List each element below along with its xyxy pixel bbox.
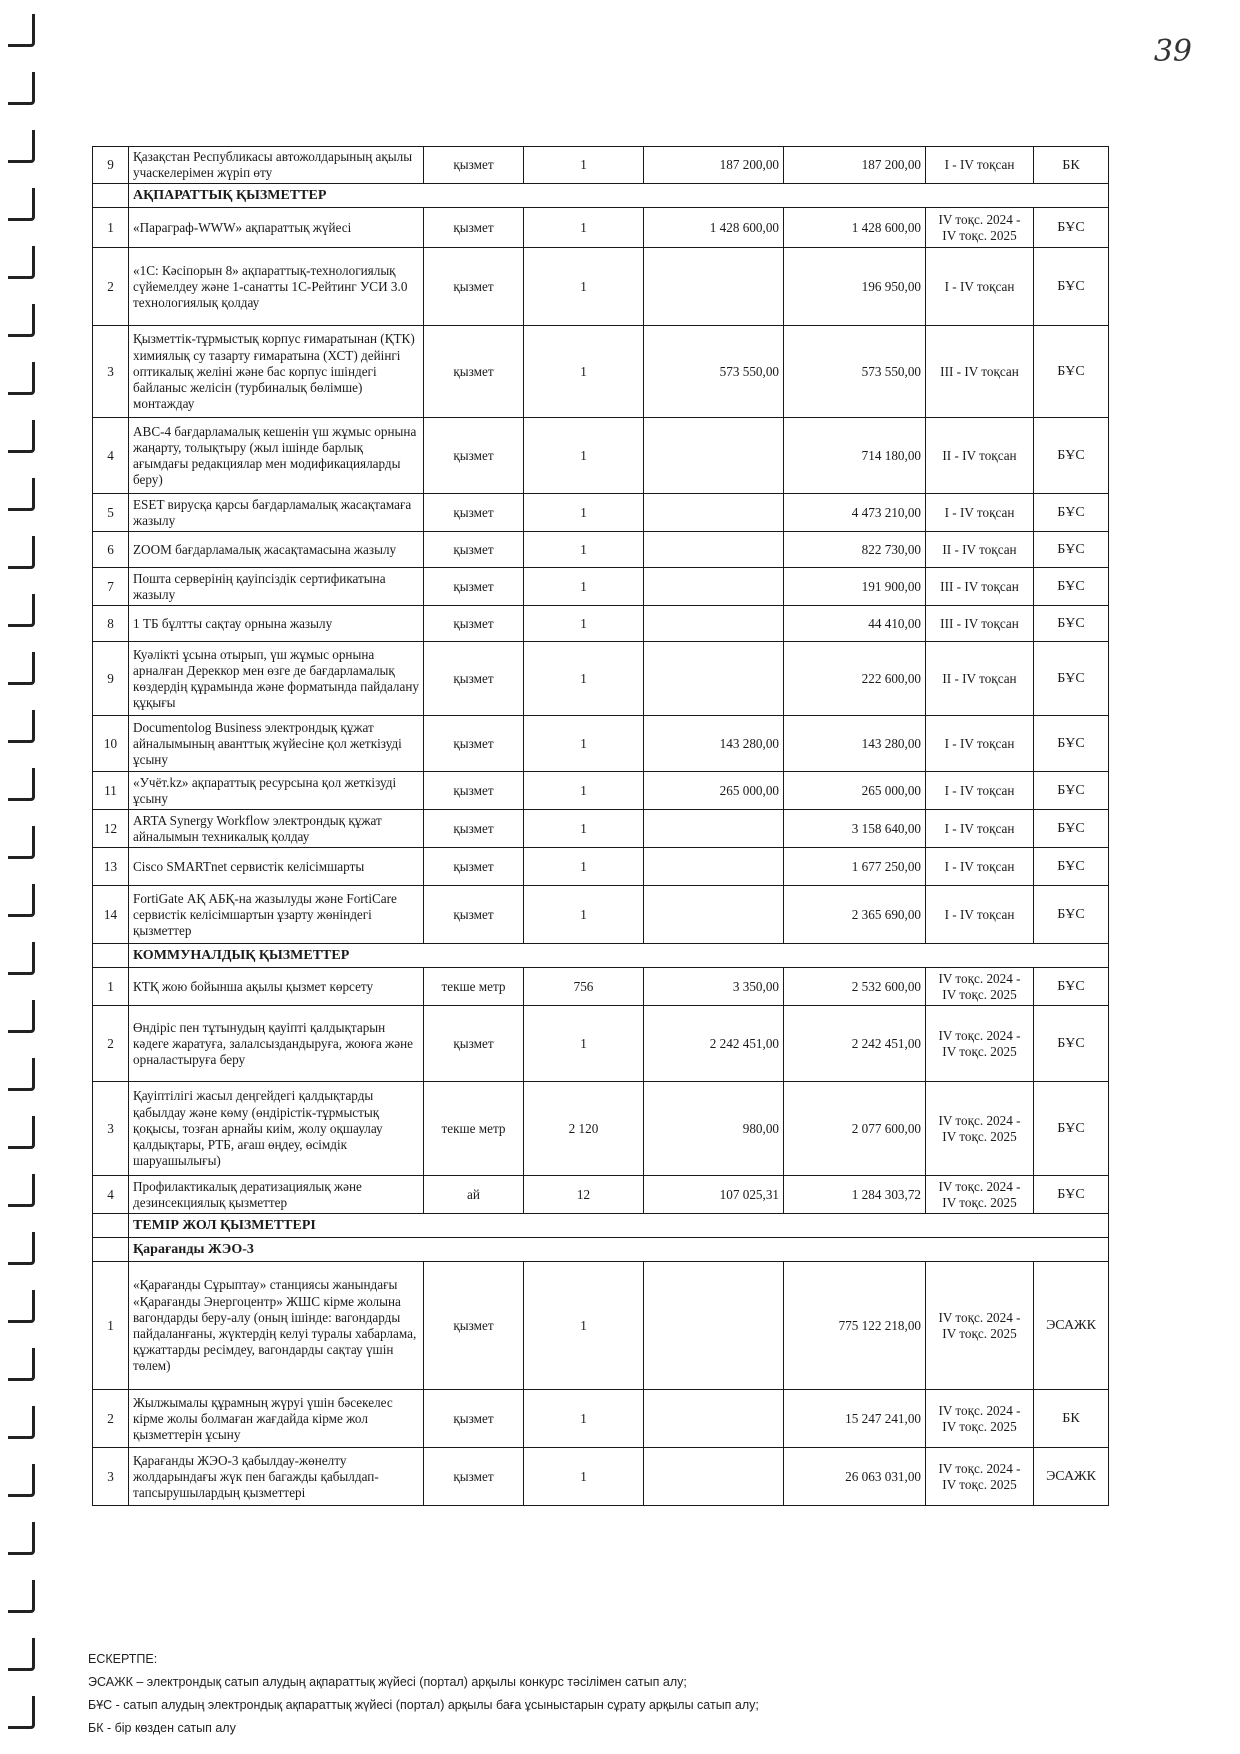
table-row xyxy=(93,1262,1109,1390)
binding-hook-icon xyxy=(8,768,35,801)
page-number: 39 xyxy=(1153,34,1192,69)
period-cell: I - IV тоқсан xyxy=(926,886,1034,944)
binding-hook-icon xyxy=(8,1696,35,1729)
binding-hook-icon xyxy=(8,1058,35,1091)
row-number-cell: 9 xyxy=(93,642,129,716)
quantity-cell: 1 xyxy=(524,1006,644,1082)
table-row xyxy=(93,1390,1109,1448)
service-name-cell: Профилактикалық дератизациялық және дезинсекциялық қызметтер xyxy=(129,1176,424,1214)
table-row xyxy=(93,1176,1109,1214)
unit-cell: қызмет xyxy=(424,494,524,532)
quantity-cell: 756 xyxy=(524,968,644,1006)
binding-hook-icon xyxy=(8,304,35,337)
subsection-title: Қарағанды ЖЭО-3 xyxy=(129,1238,1109,1262)
total-sum-cell: 26 063 031,00 xyxy=(784,1448,926,1506)
quantity-cell: 1 xyxy=(524,606,644,642)
unit-price-cell: 107 025,31 xyxy=(644,1176,784,1214)
unit-price-cell: 2 242 451,00 xyxy=(644,1006,784,1082)
unit-price-cell xyxy=(644,1390,784,1448)
unit-price-cell xyxy=(644,848,784,886)
procurement-method-cell: БҰС xyxy=(1034,968,1109,1006)
procurement-method-cell: БҰС xyxy=(1034,848,1109,886)
unit-cell: қызмет xyxy=(424,248,524,326)
quantity-cell: 1 xyxy=(524,642,644,716)
unit-cell: қызмет xyxy=(424,642,524,716)
quantity-cell: 1 xyxy=(524,532,644,568)
service-name-cell: Documentolog Business электрондық құжат айналымының аванттық жүйесіне қол жеткізуді ұсыну xyxy=(129,716,424,772)
unit-cell: қызмет xyxy=(424,606,524,642)
total-sum-cell: 775 122 218,00 xyxy=(784,1262,926,1390)
service-name-cell: Куәлікті ұсына отырып, үш жұмыс орнына арналған Дереккор мен өзге де бағдарламалық көздердің құрамында және форматында пайдалану құқығы xyxy=(129,642,424,716)
table-row xyxy=(93,642,1109,716)
row-number-cell: 9 xyxy=(93,147,129,184)
binding-hook-icon xyxy=(8,1464,35,1497)
table-row xyxy=(93,494,1109,532)
unit-cell: ай xyxy=(424,1176,524,1214)
empty-cell xyxy=(93,184,129,208)
procurement-method-cell: ЭСАЖК xyxy=(1034,1448,1109,1506)
subsection-header-row xyxy=(93,1238,1109,1262)
procurement-method-cell: БҰС xyxy=(1034,532,1109,568)
quantity-cell: 1 xyxy=(524,716,644,772)
empty-cell xyxy=(93,1214,129,1238)
note-line: ЭСАЖК – электрондық сатып алудың ақпараттық жүйесі (портал) арқылы конкурс тәсілімен сатып алу; xyxy=(88,1675,687,1689)
total-sum-cell: 3 158 640,00 xyxy=(784,810,926,848)
row-number-cell: 2 xyxy=(93,1390,129,1448)
procurement-method-cell: БҰС xyxy=(1034,886,1109,944)
procurement-method-cell: БҰС xyxy=(1034,1176,1109,1214)
table-row xyxy=(93,716,1109,772)
section-header-row xyxy=(93,944,1109,968)
row-number-cell: 1 xyxy=(93,208,129,248)
period-cell: IV тоқс. 2024 - IV тоқс. 2025 xyxy=(926,1448,1034,1506)
binding-hook-icon xyxy=(8,478,35,511)
service-name-cell: Cisco SMARTnet сервистік келісімшарты xyxy=(129,848,424,886)
period-cell: I - IV тоқсан xyxy=(926,772,1034,810)
quantity-cell: 1 xyxy=(524,494,644,532)
binding-hook-icon xyxy=(8,536,35,569)
total-sum-cell: 573 550,00 xyxy=(784,326,926,418)
binding-hook-icon xyxy=(8,1290,35,1323)
procurement-method-cell: ЭСАЖК xyxy=(1034,1262,1109,1390)
unit-cell: қызмет xyxy=(424,810,524,848)
total-sum-cell: 265 000,00 xyxy=(784,772,926,810)
unit-price-cell xyxy=(644,494,784,532)
unit-cell: қызмет xyxy=(424,532,524,568)
row-number-cell: 14 xyxy=(93,886,129,944)
quantity-cell: 1 xyxy=(524,886,644,944)
total-sum-cell: 222 600,00 xyxy=(784,642,926,716)
table-row xyxy=(93,147,1109,184)
row-number-cell: 10 xyxy=(93,716,129,772)
binding-holes xyxy=(0,0,40,1754)
period-cell: I - IV тоқсан xyxy=(926,494,1034,532)
binding-hook-icon xyxy=(8,1174,35,1207)
unit-cell: қызмет xyxy=(424,1006,524,1082)
row-number-cell: 1 xyxy=(93,1262,129,1390)
table-row xyxy=(93,248,1109,326)
row-number-cell: 11 xyxy=(93,772,129,810)
procurement-method-cell: БҰС xyxy=(1034,208,1109,248)
period-cell: I - IV тоқсан xyxy=(926,716,1034,772)
procurement-method-cell: БК xyxy=(1034,1390,1109,1448)
table-row xyxy=(93,568,1109,606)
binding-hook-icon xyxy=(8,826,35,859)
section-header-row xyxy=(93,1214,1109,1238)
table-row xyxy=(93,968,1109,1006)
row-number-cell: 2 xyxy=(93,248,129,326)
empty-cell xyxy=(93,1238,129,1262)
binding-hook-icon xyxy=(8,130,35,163)
table-row xyxy=(93,606,1109,642)
quantity-cell: 1 xyxy=(524,848,644,886)
table-row xyxy=(93,1006,1109,1082)
procurement-method-cell: БК xyxy=(1034,147,1109,184)
procurement-method-cell: БҰС xyxy=(1034,326,1109,418)
total-sum-cell: 44 410,00 xyxy=(784,606,926,642)
period-cell: IV тоқс. 2024 - IV тоқс. 2025 xyxy=(926,1006,1034,1082)
quantity-cell: 1 xyxy=(524,810,644,848)
binding-hook-icon xyxy=(8,420,35,453)
unit-price-cell: 573 550,00 xyxy=(644,326,784,418)
table-body xyxy=(93,147,1109,1506)
row-number-cell: 5 xyxy=(93,494,129,532)
service-name-cell: ZOOM бағдарламалық жасақтамасына жазылу xyxy=(129,532,424,568)
quantity-cell: 1 xyxy=(524,208,644,248)
quantity-cell: 1 xyxy=(524,1390,644,1448)
period-cell: I - IV тоқсан xyxy=(926,848,1034,886)
unit-price-cell xyxy=(644,1448,784,1506)
unit-cell: қызмет xyxy=(424,418,524,494)
unit-cell: қызмет xyxy=(424,147,524,184)
unit-cell: қызмет xyxy=(424,1390,524,1448)
service-name-cell: Қазақстан Республикасы автожолдарының ақылы учаскелерімен жүріп өту xyxy=(129,147,424,184)
procurement-method-cell: БҰС xyxy=(1034,772,1109,810)
unit-price-cell: 3 350,00 xyxy=(644,968,784,1006)
unit-price-cell: 1 428 600,00 xyxy=(644,208,784,248)
binding-hook-icon xyxy=(8,188,35,221)
unit-price-cell xyxy=(644,418,784,494)
quantity-cell: 1 xyxy=(524,418,644,494)
quantity-cell: 1 xyxy=(524,1262,644,1390)
binding-hook-icon xyxy=(8,72,35,105)
unit-price-cell xyxy=(644,568,784,606)
binding-hook-icon xyxy=(8,1232,35,1265)
unit-cell: қызмет xyxy=(424,208,524,248)
service-name-cell: FortiGate АҚ АБҚ-на жазылуды және FortiCare сервистік келісімшартын ұзарту жөніндегі қызметтер xyxy=(129,886,424,944)
unit-cell: қызмет xyxy=(424,1448,524,1506)
total-sum-cell: 187 200,00 xyxy=(784,147,926,184)
row-number-cell: 4 xyxy=(93,1176,129,1214)
table-row xyxy=(93,208,1109,248)
procurement-method-cell: БҰС xyxy=(1034,1006,1109,1082)
binding-hook-icon xyxy=(8,594,35,627)
row-number-cell: 3 xyxy=(93,326,129,418)
binding-hook-icon xyxy=(8,1406,35,1439)
quantity-cell: 1 xyxy=(524,1448,644,1506)
section-header-row xyxy=(93,184,1109,208)
unit-price-cell xyxy=(644,606,784,642)
row-number-cell: 1 xyxy=(93,968,129,1006)
unit-price-cell xyxy=(644,1262,784,1390)
period-cell: IV тоқс. 2024 - IV тоқс. 2025 xyxy=(926,1176,1034,1214)
binding-hook-icon xyxy=(8,1580,35,1613)
total-sum-cell: 1 284 303,72 xyxy=(784,1176,926,1214)
unit-price-cell xyxy=(644,642,784,716)
unit-cell: қызмет xyxy=(424,568,524,606)
empty-cell xyxy=(93,944,129,968)
total-sum-cell: 2 242 451,00 xyxy=(784,1006,926,1082)
procurement-method-cell: БҰС xyxy=(1034,716,1109,772)
row-number-cell: 12 xyxy=(93,810,129,848)
procurement-table xyxy=(92,146,1109,1506)
quantity-cell: 1 xyxy=(524,772,644,810)
unit-price-cell: 187 200,00 xyxy=(644,147,784,184)
notes-title: ЕСКЕРТПЕ: xyxy=(88,1652,158,1666)
period-cell: IV тоқс. 2024 - IV тоқс. 2025 xyxy=(926,968,1034,1006)
procurement-method-cell: БҰС xyxy=(1034,568,1109,606)
binding-hook-icon xyxy=(8,1638,35,1671)
total-sum-cell: 2 532 600,00 xyxy=(784,968,926,1006)
unit-cell: қызмет xyxy=(424,848,524,886)
section-title: КОММУНАЛДЫҚ ҚЫЗМЕТТЕР xyxy=(129,944,1109,968)
quantity-cell: 1 xyxy=(524,147,644,184)
note-line: БК - бір көзден сатып алу xyxy=(88,1721,236,1735)
binding-hook-icon xyxy=(8,652,35,685)
service-name-cell: АВС-4 бағдарламалық кешенін үш жұмыс орнына жаңарту, толықтыру (жыл ішінде барлық ағымдағы редакциялар мен модификацияларды беру) xyxy=(129,418,424,494)
period-cell: II - IV тоқсан xyxy=(926,642,1034,716)
period-cell: IV тоқс. 2024 - IV тоқс. 2025 xyxy=(926,1082,1034,1176)
binding-hook-icon xyxy=(8,362,35,395)
procurement-method-cell: БҰС xyxy=(1034,248,1109,326)
unit-cell: қызмет xyxy=(424,716,524,772)
total-sum-cell: 2 077 600,00 xyxy=(784,1082,926,1176)
unit-price-cell: 143 280,00 xyxy=(644,716,784,772)
total-sum-cell: 1 428 600,00 xyxy=(784,208,926,248)
binding-hook-icon xyxy=(8,14,35,47)
service-name-cell: «1С: Кәсіпорын 8» ақпараттық-технологиялық сүйемелдеу және 1-санатты 1С-Рейтинг УСИ 3.0 технологиялық қолдау xyxy=(129,248,424,326)
quantity-cell: 1 xyxy=(524,568,644,606)
quantity-cell: 1 xyxy=(524,326,644,418)
service-name-cell: КТҚ жою бойынша ақылы қызмет көрсету xyxy=(129,968,424,1006)
row-number-cell: 2 xyxy=(93,1006,129,1082)
procurement-method-cell: БҰС xyxy=(1034,1082,1109,1176)
table-row xyxy=(93,532,1109,568)
binding-hook-icon xyxy=(8,246,35,279)
period-cell: II - IV тоқсан xyxy=(926,418,1034,494)
period-cell: III - IV тоқсан xyxy=(926,326,1034,418)
period-cell: I - IV тоқсан xyxy=(926,147,1034,184)
period-cell: II - IV тоқсан xyxy=(926,532,1034,568)
unit-cell: қызмет xyxy=(424,1262,524,1390)
binding-hook-icon xyxy=(8,1000,35,1033)
unit-cell: қызмет xyxy=(424,326,524,418)
period-cell: III - IV тоқсан xyxy=(926,606,1034,642)
table-row xyxy=(93,1448,1109,1506)
service-name-cell: Қарағанды ЖЭО-3 қабылдау-жөнелту жолдарындағы жүк пен багажды қабылдап-тапсырушылардың қызметтері xyxy=(129,1448,424,1506)
procurement-method-cell: БҰС xyxy=(1034,606,1109,642)
service-name-cell: «Қарағанды Сұрыптау» станциясы жанындағы «Қарағанды Энергоцентр» ЖШС кірме жолына вагондарды беру-алу (оның ішінде: вагондарды пайдаланғаны, жүктердің келуі туралы хабарлама, құжаттарды ресімдеу, вагондарды сақтау үшін төлем) xyxy=(129,1262,424,1390)
binding-hook-icon xyxy=(8,1522,35,1555)
total-sum-cell: 196 950,00 xyxy=(784,248,926,326)
quantity-cell: 1 xyxy=(524,248,644,326)
unit-price-cell: 265 000,00 xyxy=(644,772,784,810)
row-number-cell: 3 xyxy=(93,1082,129,1176)
unit-price-cell xyxy=(644,248,784,326)
row-number-cell: 6 xyxy=(93,532,129,568)
period-cell: IV тоқс. 2024 - IV тоқс. 2025 xyxy=(926,208,1034,248)
procurement-method-cell: БҰС xyxy=(1034,418,1109,494)
table-row xyxy=(93,418,1109,494)
period-cell: IV тоқс. 2024 - IV тоқс. 2025 xyxy=(926,1262,1034,1390)
table-row xyxy=(93,810,1109,848)
table-row xyxy=(93,1082,1109,1176)
row-number-cell: 7 xyxy=(93,568,129,606)
quantity-cell: 12 xyxy=(524,1176,644,1214)
total-sum-cell: 714 180,00 xyxy=(784,418,926,494)
row-number-cell: 8 xyxy=(93,606,129,642)
period-cell: I - IV тоқсан xyxy=(926,810,1034,848)
unit-cell: текше метр xyxy=(424,968,524,1006)
binding-hook-icon xyxy=(8,1116,35,1149)
table-row xyxy=(93,772,1109,810)
binding-hook-icon xyxy=(8,710,35,743)
total-sum-cell: 4 473 210,00 xyxy=(784,494,926,532)
section-title: АҚПАРАТТЫҚ ҚЫЗМЕТТЕР xyxy=(129,184,1109,208)
note-line: БҰС - сатып алудың электрондық ақпараттық жүйесі (портал) арқылы баға ұсыныстарын сұрату арқылы сатып алу; xyxy=(88,1698,759,1712)
service-name-cell: Қауіптілігі жасыл деңгейдегі қалдықтарды қабылдау және көму (өндірістік-тұрмыстық қоқысы, тозған арнайы киім, жолу оқшаулау қалдықтары, РТБ, ағаш өңдеу, өсімдік шаруашылығы) xyxy=(129,1082,424,1176)
unit-cell: текше метр xyxy=(424,1082,524,1176)
service-name-cell: «Параграф-WWW» ақпараттық жүйесі xyxy=(129,208,424,248)
procurement-method-cell: БҰС xyxy=(1034,642,1109,716)
binding-hook-icon xyxy=(8,1348,35,1381)
unit-cell: қызмет xyxy=(424,772,524,810)
notes xyxy=(88,1648,1188,1740)
service-name-cell: Өндіріс пен тұтынудың қауіпті қалдықтарын кәдеге жаратуға, залалсыздандыруға, жоюға және орналастыруға беру xyxy=(129,1006,424,1082)
row-number-cell: 13 xyxy=(93,848,129,886)
total-sum-cell: 15 247 241,00 xyxy=(784,1390,926,1448)
service-name-cell: ESET вирусқа қарсы бағдарламалық жасақтамаға жазылу xyxy=(129,494,424,532)
binding-hook-icon xyxy=(8,942,35,975)
table-row xyxy=(93,326,1109,418)
total-sum-cell: 822 730,00 xyxy=(784,532,926,568)
section-title: ТЕМІР ЖОЛ ҚЫЗМЕТТЕРІ xyxy=(129,1214,1109,1238)
total-sum-cell: 2 365 690,00 xyxy=(784,886,926,944)
table-row xyxy=(93,848,1109,886)
service-name-cell: Жылжымалы құрамның жүруі үшін бәсекелес кірме жолы болмаған жағдайда кірме жол қызметтерін ұсыну xyxy=(129,1390,424,1448)
period-cell: IV тоқс. 2024 - IV тоқс. 2025 xyxy=(926,1390,1034,1448)
unit-cell: қызмет xyxy=(424,886,524,944)
table-row xyxy=(93,886,1109,944)
unit-price-cell: 980,00 xyxy=(644,1082,784,1176)
row-number-cell: 4 xyxy=(93,418,129,494)
total-sum-cell: 191 900,00 xyxy=(784,568,926,606)
period-cell: III - IV тоқсан xyxy=(926,568,1034,606)
total-sum-cell: 143 280,00 xyxy=(784,716,926,772)
unit-price-cell xyxy=(644,810,784,848)
unit-price-cell xyxy=(644,532,784,568)
row-number-cell: 3 xyxy=(93,1448,129,1506)
procurement-method-cell: БҰС xyxy=(1034,494,1109,532)
procurement-method-cell: БҰС xyxy=(1034,810,1109,848)
service-name-cell: ARTA Synergy Workflow электрондық құжат айналымын техникалық қолдау xyxy=(129,810,424,848)
service-name-cell: Пошта серверінің қауіпсіздік сертификатына жазылу xyxy=(129,568,424,606)
unit-price-cell xyxy=(644,886,784,944)
binding-hook-icon xyxy=(8,884,35,917)
total-sum-cell: 1 677 250,00 xyxy=(784,848,926,886)
period-cell: I - IV тоқсан xyxy=(926,248,1034,326)
service-name-cell: 1 ТБ бұлтты сақтау орнына жазылу xyxy=(129,606,424,642)
quantity-cell: 2 120 xyxy=(524,1082,644,1176)
service-name-cell: «Учёт.kz» ақпараттық ресурсына қол жеткізуді ұсыну xyxy=(129,772,424,810)
service-name-cell: Қызметтік-тұрмыстық корпус ғимаратынан (ҚТК) химиялық су тазарту ғимаратына (ХСТ) дейінгі оптикалық желіні және бас корпус ішіндегі байланыс желісін (турбиналық бөлімше) монтаждау xyxy=(129,326,424,418)
